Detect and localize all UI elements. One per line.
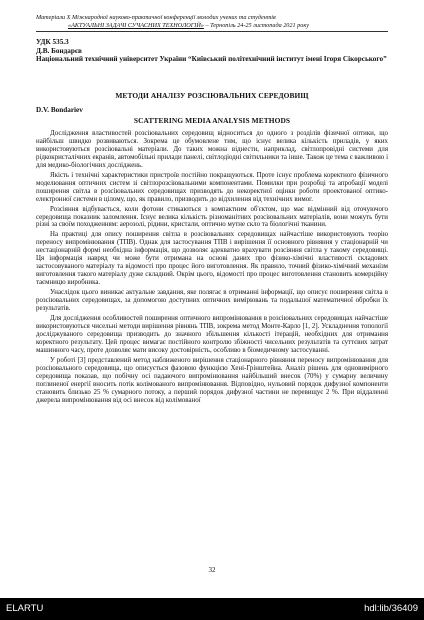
author-name: Д.В. Бондарєв — [36, 46, 82, 55]
handle-id: hdl:lib/36409 — [364, 603, 418, 614]
udk-code: УДК 535.3 — [36, 38, 69, 46]
paragraph: Для дослідження особливостей поширення оптичного випромінювання в розсіювальних середовищах найчастіше використовуються чисельні методи вирішення рівнянь ТПВ, зокрема метод Монте-Карло [1, 2]. Ускладнення топології досліджуваного середовища призводить до значного збільшення кількості ітерацій, необхідних для отримання коректного результату. Цей процес вимагає постійного контролю збіжності чисельних результатів та суттєвих затрат машинного часу, проте дозволяє мати високу достовірність, особливо в біомедичному застосуванні. — [36, 314, 388, 354]
title-ukrainian: МЕТОДИ АНАЛІЗУ РОЗСІЮВАЛЬНИХ СЕРЕДОВИЩ — [115, 91, 309, 100]
paragraph: Розсіяння відбувається, коли фотони стикаються з компактним об'єктом, що має відмінний від оточуючого середовища показник заломлення. Існує велика кількість різноманітних розсіювальних матеріалів, вони можуть бути різні за своїм походженням: аерозолі, рідини, кристали, оптично мутне скло та біологічні тканини. — [36, 205, 388, 229]
conference-date: – Тернопіль 24-25 листопада 2021 року — [203, 22, 309, 29]
paragraph: У роботі [3] представлений метод наближеного вирішення стаціонарного рівняння переносу випромінювання для розсіювального середовища, що описується фазовою функцією Хені-Грінштейна. Аналіз рішень для одновимірного середовища показав, що побічну осі падаючого випромінювання найбільший внесок (70%) у сумарну величину поглиненої енергії вносить потік колімованого випромінювання. Відповідно, нульовий порядок дифузної компоненти становить близько 25 % сумарного потоку, а перший порядок дифузної частини не перевищує 2 %. При віддаленні джерела випромінювання від осі внесок від колімованої — [36, 356, 388, 404]
page-number: 32 — [208, 566, 216, 574]
header-line-1: Матеріали Х Міжнародної науково-практичної конференції молодих учених та студентів — [36, 14, 276, 21]
repository-name: ELARTU — [6, 603, 44, 614]
repository-footer — [0, 598, 424, 620]
paragraph: На практиці для опису поширення світла в розсіювальних середовищах найчастіше використовують теорію переносу випромінювання (ТПВ). Однак для застосування ТПВ і вирішення її основного рівняння у стаціонарній чи нестаціонарній формі необхідна інформація, що дозволяє адекватно врахувати розсіяння світла у такому середовищі. Ця інформація навряд чи може бути отримана на основі даних про фізико-хімічні властивості складових застосовуваного матеріалу та відомості про процес його виготовлення. Як правило, точний фізико-хімічний механізм виготовлення такого матеріалу дуже складний. Окрім цього, відомості про процес виготовлення становить комерційну таємницю виробника. — [36, 231, 388, 287]
paragraph: Якість і технічні характеристики пристроїв постійно покращуються. Проте існує проблема коректного фізичного моделювання оптичних систем зі світлорозсіювальними компонентами. Помилки при розробці та апробації моделі поширення світла в розсіювальних середовищах призводять до некоректної оцінки роботи проектованої оптико-електронної системи в цілому, що, як правило, призводить до відхилення від технічних вимог. — [36, 171, 388, 203]
author-institution: Національний технічний університет України “Київський політехнічний інститут імені Ігоря Сікорського” — [36, 55, 387, 64]
title-english: SCATTERING MEDIA ANALYSIS METHODS — [133, 116, 291, 125]
article-meta — [36, 38, 388, 64]
conference-header — [36, 14, 396, 30]
paragraph: Унаслідок цього виникає актуальне завдання, яке полягає в отриманні інформації, що описує поширення світла в розсіювальних середовищах, за допомогою доступних оптичних вимірювань та подальшої математичної обробки їх результатів. — [36, 289, 388, 313]
article-body — [36, 130, 388, 406]
paragraph: Дослідження властивостей розсіювальних середовищ відноситься до одного з розділів фізичної оптики, що найбільш швидко розвиваються. Зокрема це обумовлене тим, що існує велика кількість приладів, у яких використовуються розсіювальні матеріали. До таких можна віднести, наприклад, світлопровідні системи для рідкокристалічних екранів, автомобільні прилади панелі, світлодіодні світильники та інше. Також це тема є важливою і для медико-біологічних досліджень. — [36, 130, 388, 169]
header-line-2 — [36, 22, 396, 30]
author-name-english: D.V. Bondariev — [36, 106, 83, 114]
conference-name: «АКТУАЛЬНІ ЗАДАЧІ СУЧАСНИХ ТЕХНОЛОГІЙ» — [68, 22, 204, 29]
header-divider — [36, 31, 388, 32]
